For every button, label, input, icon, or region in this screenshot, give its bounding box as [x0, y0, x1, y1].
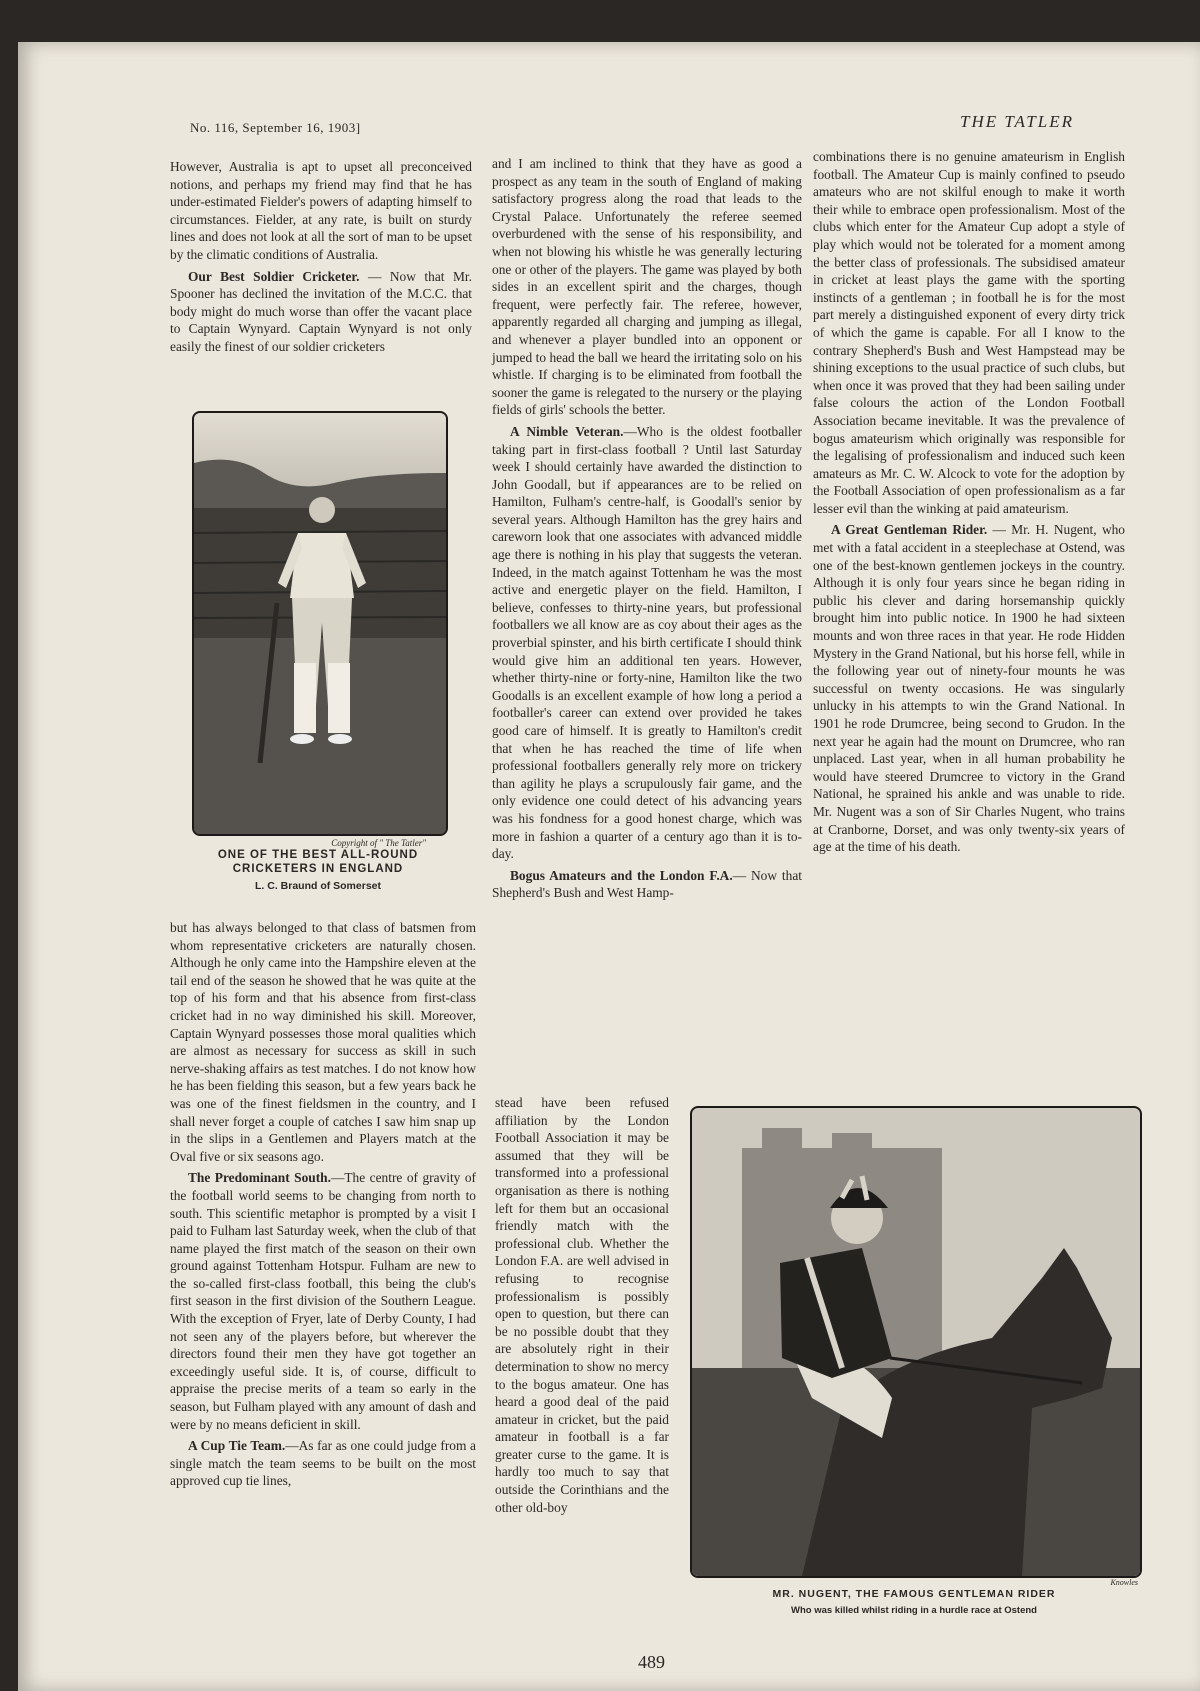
caption-subtitle: L. C. Braund of Somerset — [254, 880, 381, 892]
paragraph: stead have been refused affiliation by the London Football Association it may be assumed that they will be transformed into a professional organisation as there is nothing left for them but an occasional friendly match with the professional club. Whether the London F.A. are well advised in refusing to recognise professionalism is possibly open to question, but there can be no possible doubt that they are absolutely right in their determination to show no mercy to the bogus amateur. One has heard a good deal of the paid amateur in cricket, but the paid amateur in football is a far greater curse to the game. It is hardly too much to say that outside the Corinthians and the other old-boy — [495, 1095, 669, 1515]
issue-header: No. 116, September 16, 1903] — [190, 120, 361, 135]
cricketer-illustration — [194, 413, 446, 834]
photo-2-caption — [690, 1578, 1138, 1616]
section-text: —The centre of gravity of the football world seems to be changing from north to south. This scientific metaphor is prompted by a visit I paid to Fulham last Saturday week, when the club of that name played the first match of the season on their own ground against Tottenham Hotspur. Fulham are new to the so-called first-class football, this being the club's first season in the first division of the Southern League. With the exception of Fryer, late of Derby County, I had not seen any of the players before, but wherever the directors found their men they have got together an exceedingly useful side. It is, of course, difficult to appraise the precise merits of a team so early in the season, but Fulham played with any amount of dash and were by no means deficient in skill. — [170, 1170, 476, 1432]
paragraph-cup-tie — [170, 1437, 476, 1490]
paragraph-gentleman-rider — [813, 521, 1125, 855]
paragraph: and I am inclined to think that they have as good a prospect as any team in the south of England of making satisfactory progress along the road that leads to the Crystal Palace. Unfortunately the referee seemed overburdened with the sense of his responsibility, and when not blowing his whistle he was generally lecturing one or other of the players. The game was played by both sides in an excellent spirit and the charges, though frequent, were perfectly fair. The referee, however, apparently regarded all charging and jumping as illegal, and whenever a player bundled into an opponent or jumped to head the ball we heard the irritating solo on his whistle. If charging is to be eliminated from football the sooner the game is relegated to the nursery or the playing fields of girls' schools the better. — [492, 156, 802, 418]
paragraph-soldier-cricketer — [170, 268, 472, 356]
section-heading: A Cup Tie Team. — [188, 1438, 286, 1454]
jockey-illustration — [692, 1108, 1140, 1576]
section-heading: A Nimble Veteran. — [510, 423, 624, 439]
section-text: — Mr. H. Nugent, who met with a fatal accident in a steeplechase at Ostend, was one of the best-known gentlemen jockeys in the country. Although it is only four years since he began riding in public his clever and daring horsemanship quickly brought him into public notice. In 1900 he had sixteen mounts and won three races in that year. He rode Hidden Mystery in the Grand National, but his horse fell, while in the following year out of ninety-four mounts he was successful on twenty occasions. He was singularly unlucky in his attempts to win the Grand National. In 1901 he rode Drumcree, being second to Grudon. In the next year he again had the mount on Drumcree, who ran unplaced. Last year, when in all human probability he would have steered Drumcree to victory in the Grand National, he sprained his ankle and was unable to ride. Mr. Nugent was a son of Sir Charles Nugent, who trains at Cranborne, Dorset, and was only twenty-six years of age at the time of his death. — [813, 522, 1126, 855]
column-2-top — [492, 155, 802, 906]
paragraph: However, Australia is apt to upset all preconceived notions, and perhaps my friend may find that he has under-estimated Fielder's powers of adapting himself to circumstances. Fielder, at any rate, is built on sturdy lines and does not look at all the sort of man to be upset by the climatic conditions of Australia. — [170, 159, 472, 262]
section-text: —As far as one could judge from a single match the team seems to be built on the most approved cup tie lines, — [170, 1438, 476, 1489]
caption-title: MR. NUGENT, THE FAMOUS GENTLEMAN RIDER — [772, 1588, 1056, 1600]
section-heading: Bogus Amateurs and the London F.A. — [510, 867, 733, 883]
paragraph-predominant-south — [170, 1169, 476, 1433]
paragraph-bogus-amateurs — [492, 867, 802, 902]
section-text: —Who is the oldest footballer taking part in first-class football ? Until last Saturday week I should certainly have awarded the distinction to John Goodall, but if appearances are to be relied on Hamilton, Fulham's centre-half, is Goodall's senior by several years. Although Hamilton has the grey hairs and careworn look that one associates with advanced middle age there is nothing in his play that suggests the veteran. Indeed, in the match against Tottenham he was the most active and energetic player on the field. Hamilton, I believe, confesses to thirty-nine years, but professional footballers we all know are as coy about their ages as the proverbial spinster, and his birth certificate I should think would give him an additional ten years. However, whether thirty-nine or forty-nine, Hamilton like the two Goodalls is an excellent example of how long a period a footballer's career can extend over provided he takes good care of himself. It is greatly to Hamilton's credit that when he has reached the time of life when professional footballers generally rely more on trickery than agility he plays a scrupulously fair game, and the only evidence one could detect of his advancing years was his fondness for a good honest charge, which was more in fashion a quarter of a century ago than it is to-day. — [492, 423, 803, 862]
section-text: — Now that Mr. Spooner has declined the invitation of the M.C.C. that body might do much worse than offer the vacant place to Captain Wynyard. Captain Wynyard is not only easily the finest of our soldier cricketers — [170, 268, 472, 354]
cricketer-photo — [192, 411, 448, 836]
photo-credit: Knowles — [1110, 1578, 1138, 1587]
section-text: — Now that Shepherd's Bush and West Hamp- — [492, 867, 802, 901]
paragraph: but has always belonged to that class of batsmen from whom representative cricketers are naturally chosen. Although he only came into the Hampshire eleven at the tail end of the season he showed that he was quite at the top of his form and that his absence from first-class cricket had in no way diminished his skill. Moreover, Captain Wynyard possesses those moral qualities which are almost as necessary for success as skill in such nerve-shaking affairs as test matches. I do not know how he has been fielding this season, but a few years back he was one of the finest fieldsmen in the country, and I shall never forget a couple of catches I saw him snap up in the slips in a Gentlemen and Players match at the Oval five or six seasons ago. — [170, 920, 476, 1164]
column-2-narrow — [495, 1094, 669, 1520]
paragraph-nimble-veteran — [492, 423, 802, 863]
jockey-photo — [690, 1106, 1142, 1578]
photo-1-caption — [190, 838, 446, 892]
caption-title: ONE OF THE BEST ALL-ROUND CRICKETERS IN ENGLAND — [217, 849, 419, 875]
column-1-bottom — [170, 919, 476, 1494]
paragraph: combinations there is no genuine amateurism in English football. The Amateur Cup is mainly confined to pseudo amateurs who are not skilful enough to make it worth their while to embrace open professionalism. Most of the clubs which enter for the Amateur Cup adopt a style of play which would not be tolerated for a moment among the better class of professionals. The subsidised amateur in cricket at least plays the game with the sporting instincts of a gentleman ; in football he is for the most part merely a distinguished exponent of every dirty trick of which the game is capable. For all I know to the contrary Shepherd's Bush and West Hampstead may be shining exceptions to the usual practice of such clubs, but when once it was proved that they had been sailing under false colours the action of the London Football Association became inevitable. It was the prevalence of bogus amateurism which originally was responsible for the legalising of professionalism and induced such keen amateurs as Mr. C. W. Alcock to vote for the adoption by the Football Association of open professionalism as a far lesser evil than the winking at paid amateurism. — [813, 149, 1125, 516]
caption-subtitle: Who was killed whilst riding in a hurdle race at Ostend — [791, 1605, 1037, 1616]
section-heading: A Great Gentleman Rider. — [831, 522, 988, 538]
section-heading: Our Best Soldier Cricketer. — [188, 268, 360, 284]
column-3-top — [813, 148, 1125, 860]
column-1-top — [170, 158, 472, 360]
magazine-title: THE TATLER — [960, 112, 1074, 131]
page-number: 489 — [638, 1652, 665, 1672]
section-heading: The Predominant South. — [188, 1170, 331, 1186]
copyright-note: Copyright of " The Tatler" — [331, 838, 426, 848]
